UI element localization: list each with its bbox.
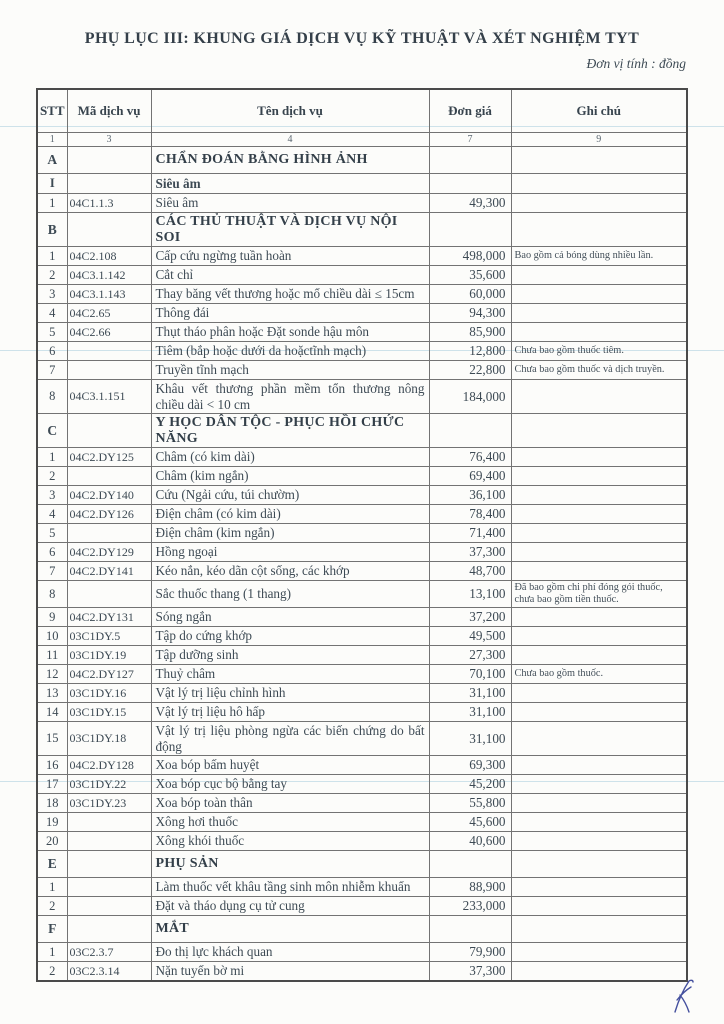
service-name: Điện châm (có kim dài) [151, 505, 429, 524]
service-name: Tiêm (bắp hoặc dưới da hoặctĩnh mạch) [151, 342, 429, 361]
service-price: 78,400 [429, 505, 511, 524]
service-name: PHỤ SẢN [151, 851, 429, 878]
service-name: Tập dưỡng sinh [151, 646, 429, 665]
row-stt: 1 [37, 448, 67, 467]
table-row [37, 794, 687, 813]
service-code [67, 916, 151, 943]
service-price: 49,500 [429, 627, 511, 646]
service-name: Châm (kim ngắn) [151, 467, 429, 486]
table-row [37, 756, 687, 775]
service-price: 184,000 [429, 380, 511, 414]
service-name: Nặn tuyến bờ mi [151, 962, 429, 982]
service-note [511, 646, 687, 665]
table-row [37, 414, 687, 448]
service-code: 03C1DY.18 [67, 722, 151, 756]
row-stt: 15 [37, 722, 67, 756]
table-row [37, 266, 687, 285]
service-price: 71,400 [429, 524, 511, 543]
service-code: 04C2.65 [67, 304, 151, 323]
service-price: 22,800 [429, 361, 511, 380]
service-price [429, 414, 511, 448]
service-name: Xông khói thuốc [151, 832, 429, 851]
table-row [37, 851, 687, 878]
table-row [37, 703, 687, 722]
row-stt: 10 [37, 627, 67, 646]
row-stt: 3 [37, 285, 67, 304]
row-stt: 12 [37, 665, 67, 684]
table-row [37, 505, 687, 524]
service-note [511, 703, 687, 722]
service-note [511, 524, 687, 543]
table-row [37, 775, 687, 794]
service-code: 04C2.DY128 [67, 756, 151, 775]
table-row [37, 467, 687, 486]
service-code [67, 581, 151, 608]
service-price [429, 916, 511, 943]
service-name: Truyền tĩnh mạch [151, 361, 429, 380]
service-note [511, 562, 687, 581]
row-stt: 2 [37, 467, 67, 486]
service-price: 35,600 [429, 266, 511, 285]
service-code: 03C2.3.14 [67, 962, 151, 982]
row-stt: 3 [37, 486, 67, 505]
table-row [37, 285, 687, 304]
service-name: Thông đái [151, 304, 429, 323]
table-row [37, 194, 687, 213]
service-name: Xông hơi thuốc [151, 813, 429, 832]
service-price: 40,600 [429, 832, 511, 851]
row-stt: 4 [37, 304, 67, 323]
row-stt: 1 [37, 943, 67, 962]
row-stt: 2 [37, 897, 67, 916]
service-note [511, 775, 687, 794]
service-price: 37,200 [429, 608, 511, 627]
service-note [511, 194, 687, 213]
service-price: 88,900 [429, 878, 511, 897]
service-price: 31,100 [429, 722, 511, 756]
service-note [511, 448, 687, 467]
service-note [511, 608, 687, 627]
service-name: Cắt chỉ [151, 266, 429, 285]
col-number: 1 [37, 133, 67, 147]
service-note [511, 213, 687, 247]
service-note [511, 813, 687, 832]
service-note [511, 684, 687, 703]
service-code [67, 851, 151, 878]
service-price: 69,300 [429, 756, 511, 775]
row-stt: 6 [37, 342, 67, 361]
service-price [429, 174, 511, 194]
service-code: 04C2.DY127 [67, 665, 151, 684]
table-header-row [37, 89, 687, 133]
service-note [511, 174, 687, 194]
table-row [37, 897, 687, 916]
service-price: 94,300 [429, 304, 511, 323]
service-note [511, 943, 687, 962]
table-row [37, 878, 687, 897]
row-stt: 13 [37, 684, 67, 703]
service-note [511, 543, 687, 562]
table-row [37, 562, 687, 581]
table-row [37, 380, 687, 414]
row-stt: F [37, 916, 67, 943]
service-code [67, 467, 151, 486]
table-row [37, 448, 687, 467]
service-code [67, 878, 151, 897]
table-row [37, 581, 687, 608]
row-stt: 2 [37, 266, 67, 285]
service-code: 04C2.DY129 [67, 543, 151, 562]
service-code: 04C3.1.142 [67, 266, 151, 285]
service-note [511, 916, 687, 943]
col-number: 9 [511, 133, 687, 147]
service-name: Cứu (Ngải cứu, túi chườm) [151, 486, 429, 505]
service-code: 04C1.1.3 [67, 194, 151, 213]
service-code: 04C2.DY131 [67, 608, 151, 627]
table-row [37, 304, 687, 323]
service-price: 31,100 [429, 703, 511, 722]
service-name: Hồng ngoại [151, 543, 429, 562]
currency-unit-note: Đơn vị tính : đồng [586, 56, 686, 71]
row-stt: I [37, 174, 67, 194]
service-note: Chưa bao gồm thuốc. [511, 665, 687, 684]
service-code [67, 524, 151, 543]
row-stt: 9 [37, 608, 67, 627]
service-code: 03C1DY.23 [67, 794, 151, 813]
row-stt: 5 [37, 323, 67, 342]
row-stt: 7 [37, 562, 67, 581]
service-code: 03C1DY.22 [67, 775, 151, 794]
row-stt: C [37, 414, 67, 448]
service-name: Cấp cứu ngừng tuần hoàn [151, 247, 429, 266]
service-price: 49,300 [429, 194, 511, 213]
service-code: 04C2.DY141 [67, 562, 151, 581]
service-code [67, 897, 151, 916]
col-header-name: Tên dịch vụ [151, 89, 429, 133]
service-name: Thụt tháo phân hoặc Đặt sonde hậu môn [151, 323, 429, 342]
service-code: 04C3.1.143 [67, 285, 151, 304]
service-note: Chưa bao gồm thuốc và dịch truyền. [511, 361, 687, 380]
col-header-code: Mã dịch vụ [67, 89, 151, 133]
service-code: 03C1DY.15 [67, 703, 151, 722]
service-name: Đo thị lực khách quan [151, 943, 429, 962]
service-note [511, 878, 687, 897]
service-name: CHẨN ĐOÁN BẰNG HÌNH ẢNH [151, 147, 429, 174]
service-name: Đặt và tháo dụng cụ tử cung [151, 897, 429, 916]
service-code [67, 147, 151, 174]
service-name: Kéo nắn, kéo dãn cột sống, các khớp [151, 562, 429, 581]
service-name: Xoa bóp bấm huyệt [151, 756, 429, 775]
service-price: 233,000 [429, 897, 511, 916]
table-row [37, 361, 687, 380]
service-note [511, 832, 687, 851]
col-number: 7 [429, 133, 511, 147]
service-note [511, 627, 687, 646]
service-note [511, 486, 687, 505]
service-name: Thay băng vết thương hoặc mổ chiều dài ≤ 15cm [151, 285, 429, 304]
service-note [511, 897, 687, 916]
service-price: 27,300 [429, 646, 511, 665]
service-code: 04C3.1.151 [67, 380, 151, 414]
service-note [511, 467, 687, 486]
row-stt: 8 [37, 380, 67, 414]
service-name: Sóng ngắn [151, 608, 429, 627]
service-price: 36,100 [429, 486, 511, 505]
service-note [511, 147, 687, 174]
col-number: 3 [67, 133, 151, 147]
row-stt: 1 [37, 247, 67, 266]
service-note [511, 285, 687, 304]
service-note: Bao gồm cả bóng dùng nhiều lần. [511, 247, 687, 266]
service-code [67, 813, 151, 832]
service-name: Vật lý trị liệu hô hấp [151, 703, 429, 722]
table-body [37, 147, 687, 982]
col-header-note: Ghi chú [511, 89, 687, 133]
col-header-price: Đơn giá [429, 89, 511, 133]
service-code: 04C2.DY140 [67, 486, 151, 505]
service-name: Khâu vết thương phần mềm tổn thương nông chiều dài < 10 cm [151, 380, 429, 414]
service-name: Châm (có kim dài) [151, 448, 429, 467]
service-note: Đã bao gồm chi phí đóng gói thuốc, chưa bao gồm tiền thuốc. [511, 581, 687, 608]
col-header-stt: STT [37, 89, 67, 133]
service-name: Vật lý trị liệu phòng ngừa các biến chứng do bất động [151, 722, 429, 756]
table-row [37, 323, 687, 342]
service-price: 13,100 [429, 581, 511, 608]
table-row [37, 684, 687, 703]
service-price: 76,400 [429, 448, 511, 467]
service-name: CÁC THỦ THUẬT VÀ DỊCH VỤ NỘI SOI [151, 213, 429, 247]
table-row [37, 247, 687, 266]
row-stt: 18 [37, 794, 67, 813]
service-code: 04C2.108 [67, 247, 151, 266]
service-code [67, 174, 151, 194]
row-stt: B [37, 213, 67, 247]
service-price: 55,800 [429, 794, 511, 813]
service-price: 498,000 [429, 247, 511, 266]
row-stt: 16 [37, 756, 67, 775]
service-price: 45,200 [429, 775, 511, 794]
service-price-table [36, 88, 688, 982]
service-code [67, 213, 151, 247]
row-stt: 2 [37, 962, 67, 982]
service-note [511, 756, 687, 775]
service-code: 04C2.DY126 [67, 505, 151, 524]
service-name: Vật lý trị liệu chỉnh hình [151, 684, 429, 703]
service-note [511, 722, 687, 756]
table-row [37, 174, 687, 194]
row-stt: 5 [37, 524, 67, 543]
handwritten-initial-signature [668, 978, 702, 1016]
service-price: 79,900 [429, 943, 511, 962]
table-row [37, 962, 687, 982]
service-code: 03C1DY.5 [67, 627, 151, 646]
table-row [37, 342, 687, 361]
column-numbers-row [37, 133, 687, 147]
table-row [37, 722, 687, 756]
row-stt: 6 [37, 543, 67, 562]
service-code: 03C1DY.19 [67, 646, 151, 665]
table-row [37, 943, 687, 962]
row-stt: 14 [37, 703, 67, 722]
service-name: Siêu âm [151, 194, 429, 213]
service-price: 37,300 [429, 543, 511, 562]
row-stt: 17 [37, 775, 67, 794]
service-name: Siêu âm [151, 174, 429, 194]
row-stt: 7 [37, 361, 67, 380]
service-note [511, 505, 687, 524]
service-price [429, 213, 511, 247]
service-note [511, 380, 687, 414]
service-code: 04C2.DY125 [67, 448, 151, 467]
col-number: 4 [151, 133, 429, 147]
service-price: 48,700 [429, 562, 511, 581]
service-code [67, 361, 151, 380]
service-note [511, 266, 687, 285]
service-price: 31,100 [429, 684, 511, 703]
row-stt: A [37, 147, 67, 174]
row-stt: E [37, 851, 67, 878]
row-stt: 4 [37, 505, 67, 524]
service-name: Xoa bóp cục bộ bằng tay [151, 775, 429, 794]
service-price: 85,900 [429, 323, 511, 342]
table-row [37, 213, 687, 247]
table-row [37, 832, 687, 851]
service-name: Thuỷ châm [151, 665, 429, 684]
service-name: Tập do cứng khớp [151, 627, 429, 646]
row-stt: 8 [37, 581, 67, 608]
table-row [37, 147, 687, 174]
service-price: 60,000 [429, 285, 511, 304]
table-row [37, 486, 687, 505]
service-code: 03C1DY.16 [67, 684, 151, 703]
service-name: Điện châm (kim ngắn) [151, 524, 429, 543]
service-name: Y HỌC DÂN TỘC - PHỤC HỒI CHỨC NĂNG [151, 414, 429, 448]
table-row [37, 543, 687, 562]
service-name: Sắc thuốc thang (1 thang) [151, 581, 429, 608]
service-name: MẮT [151, 916, 429, 943]
row-stt: 19 [37, 813, 67, 832]
table-row [37, 813, 687, 832]
service-price: 69,400 [429, 467, 511, 486]
service-price: 70,100 [429, 665, 511, 684]
service-note [511, 851, 687, 878]
page-title: PHỤ LỤC III: KHUNG GIÁ DỊCH VỤ KỸ THUẬT VÀ XÉT NGHIỆM TYT [84, 30, 640, 47]
service-name: Làm thuốc vết khâu tầng sinh môn nhiễm khuẩn [151, 878, 429, 897]
service-note [511, 794, 687, 813]
row-stt: 1 [37, 194, 67, 213]
table-row [37, 646, 687, 665]
service-note [511, 323, 687, 342]
service-code: 04C2.66 [67, 323, 151, 342]
table-row [37, 627, 687, 646]
service-name: Xoa bóp toàn thân [151, 794, 429, 813]
service-code [67, 832, 151, 851]
table-row [37, 665, 687, 684]
service-price: 45,600 [429, 813, 511, 832]
service-note [511, 304, 687, 323]
table-row [37, 916, 687, 943]
service-note [511, 962, 687, 982]
service-code: 03C2.3.7 [67, 943, 151, 962]
service-code [67, 414, 151, 448]
service-code [67, 342, 151, 361]
row-stt: 1 [37, 878, 67, 897]
service-note: Chưa bao gồm thuốc tiêm. [511, 342, 687, 361]
service-price: 12,800 [429, 342, 511, 361]
table-row [37, 608, 687, 627]
service-price [429, 147, 511, 174]
service-note [511, 414, 687, 448]
row-stt: 20 [37, 832, 67, 851]
row-stt: 11 [37, 646, 67, 665]
service-price: 37,300 [429, 962, 511, 982]
service-price [429, 851, 511, 878]
table-row [37, 524, 687, 543]
